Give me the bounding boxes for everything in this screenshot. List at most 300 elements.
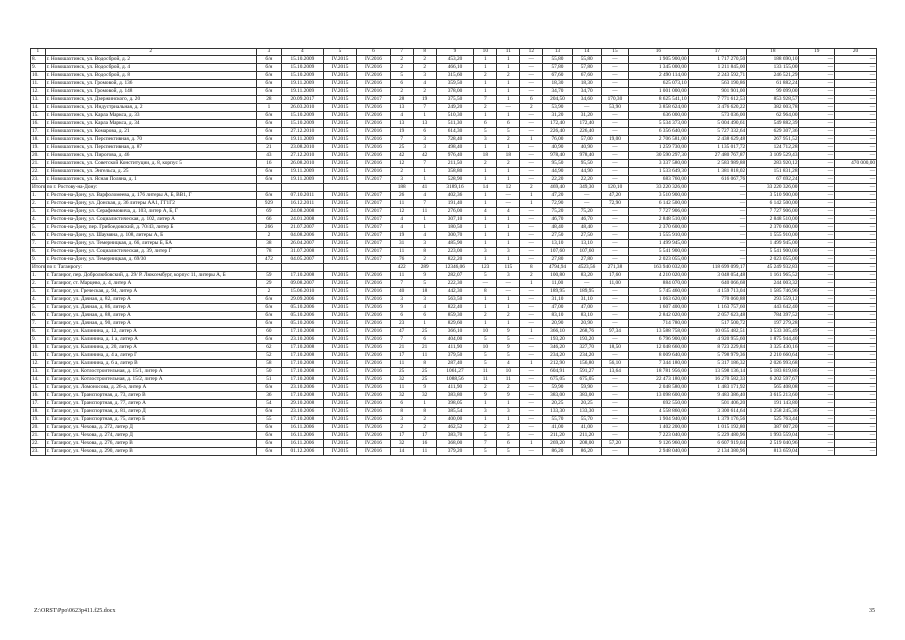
- table-cell: 383,70: [436, 432, 474, 440]
- table-cell: 57,80: [543, 64, 572, 72]
- table-cell: 13 598 136,14: [688, 368, 747, 376]
- table-cell: IV.2015: [323, 296, 356, 304]
- table-cell: 770 060,88: [688, 296, 747, 304]
- table-cell: 1: [497, 168, 520, 176]
- table-cell: 18 781 956,00: [629, 368, 689, 376]
- table-cell: IV.2016: [357, 408, 390, 416]
- table-cell: —: [601, 64, 628, 72]
- table-cell: 1: [497, 256, 520, 264]
- table-row: [31, 336, 877, 344]
- table-row: [31, 376, 877, 384]
- table-cell: —: [601, 168, 628, 176]
- table-cell: 78: [256, 248, 281, 256]
- table-cell: 8: [390, 408, 413, 416]
- table-cell: —: [520, 208, 543, 216]
- table-cell: —: [799, 400, 835, 408]
- table-cell: 563 190,86: [688, 80, 747, 88]
- table-cell: IV.2017: [357, 192, 390, 200]
- table-cell: г. Таганрог, ул. Транспортная, д. 75, литер Б: [45, 416, 256, 424]
- table-cell: 293 559,12: [747, 296, 799, 304]
- table-cell: IV.2016: [357, 376, 390, 384]
- table-cell: 1 905 900,00: [629, 56, 689, 64]
- table-cell: —: [520, 344, 543, 352]
- table-cell: —: [601, 304, 628, 312]
- table-cell: 99 099,00: [747, 88, 799, 96]
- table-cell: б/н: [256, 304, 281, 312]
- table-cell: IV.2015: [323, 192, 356, 200]
- table-cell: 7.: [31, 240, 46, 248]
- table-cell: 27,50: [572, 232, 601, 240]
- table-cell: 25: [413, 368, 436, 376]
- table-cell: —: [520, 112, 543, 120]
- table-cell: 3.: [31, 288, 46, 296]
- table-cell: 683 760,00: [629, 176, 689, 184]
- table-cell: 4794,94: [543, 264, 572, 272]
- table-cell: 234,20: [543, 352, 572, 360]
- table-cell: 5: [474, 448, 497, 456]
- table-row: [31, 80, 877, 88]
- table-cell: 16.: [31, 120, 46, 128]
- table-row: [31, 64, 877, 72]
- table-cell: 34,70: [572, 88, 601, 96]
- table-cell: —: [835, 360, 877, 368]
- table-cell: IV.2016: [357, 64, 390, 72]
- table-cell: г. Таганрог, ул. Котлостроительная, д. 15/1, литер А: [45, 368, 256, 376]
- table-cell: —: [835, 88, 877, 96]
- table-cell: 10: [474, 328, 497, 336]
- table-cell: 8: [474, 288, 497, 296]
- table-cell: 4: [497, 360, 520, 368]
- housing-program-table: [30, 48, 877, 456]
- table-cell: 1: [497, 56, 520, 64]
- table-cell: 1: [520, 328, 543, 336]
- table-cell: 05.10.2006: [281, 312, 323, 320]
- table-cell: —: [799, 128, 835, 136]
- table-cell: 234,20: [572, 352, 601, 360]
- table-cell: 266: [256, 224, 281, 232]
- table-cell: 55: [256, 416, 281, 424]
- table-cell: б/н: [256, 320, 281, 328]
- table-cell: 3: [413, 296, 436, 304]
- table-cell: 25: [390, 144, 413, 152]
- table-cell: 14.: [31, 376, 46, 384]
- table-cell: б/н: [256, 56, 281, 64]
- column-number-cell: 13: [543, 49, 572, 56]
- table-row: [31, 352, 877, 360]
- table-cell: 7 344 180,00: [629, 360, 689, 368]
- table-cell: 107,60: [572, 248, 601, 256]
- table-cell: 2 243 592,71: [688, 72, 747, 80]
- table-cell: 1 875 944,40: [747, 336, 799, 344]
- table-cell: —: [799, 88, 835, 96]
- table-cell: 5: [497, 128, 520, 136]
- table-cell: 27.12.2010: [281, 128, 323, 136]
- column-number-cell: 12: [520, 49, 543, 56]
- table-cell: 16 270 582,33: [688, 376, 747, 384]
- table-cell: г. Таганрог, ул. Калинина, д. 1 а, литер А: [45, 336, 256, 344]
- table-row: [31, 160, 877, 168]
- table-cell: 283 920,12: [747, 160, 799, 168]
- table-cell: [281, 264, 323, 272]
- table-cell: IV.2016: [357, 104, 390, 112]
- table-cell: 1: [474, 144, 497, 152]
- table-cell: 97,34: [601, 328, 628, 336]
- table-cell: IV.2017: [357, 216, 390, 224]
- table-row: [31, 400, 877, 408]
- table-cell: 23.08.2010: [281, 144, 323, 152]
- table-body: [31, 49, 877, 456]
- table-cell: 27,80: [572, 256, 601, 264]
- table-cell: 11: [390, 384, 413, 392]
- table-cell: IV.2016: [357, 128, 390, 136]
- table-cell: —: [520, 176, 543, 184]
- table-cell: 12: [497, 184, 520, 192]
- table-cell: —: [601, 400, 628, 408]
- table-cell: —: [601, 224, 628, 232]
- table-cell: 1 258 245,36: [747, 408, 799, 416]
- table-cell: 13,10: [572, 240, 601, 248]
- table-cell: —: [601, 176, 628, 184]
- table-cell: 400,00: [436, 416, 474, 424]
- table-cell: 3189,16: [436, 184, 474, 192]
- table-cell: 3 858 624,00: [629, 104, 689, 112]
- table-cell: 859,30: [436, 312, 474, 320]
- table-cell: 1 001 000,00: [629, 88, 689, 96]
- table-cell: 1: [413, 400, 436, 408]
- table-cell: б/н: [256, 312, 281, 320]
- table-cell: 3 048 054,48: [688, 272, 747, 280]
- table-cell: г. Таганрог, ул. Чехова, д. 274, литер Д: [45, 432, 256, 440]
- table-cell: —: [835, 352, 877, 360]
- table-cell: —: [799, 112, 835, 120]
- table-cell: 1 555 910,00: [629, 232, 689, 240]
- table-cell: 40,90: [543, 144, 572, 152]
- table-cell: IV.2015: [323, 72, 356, 80]
- table-cell: 3 300 614,64: [688, 408, 747, 416]
- table-cell: —: [688, 192, 747, 200]
- table-cell: 1: [497, 304, 520, 312]
- table-cell: 04.05.2007: [281, 256, 323, 264]
- table-cell: IV.2015: [323, 208, 356, 216]
- table-cell: 1: [497, 400, 520, 408]
- table-cell: 72,90: [543, 200, 572, 208]
- table-cell: 67 692,24: [747, 176, 799, 184]
- table-cell: 24.08.2008: [281, 208, 323, 216]
- table-cell: 1: [474, 304, 497, 312]
- table-cell: 19.: [31, 144, 46, 152]
- table-cell: IV.2017: [357, 256, 390, 264]
- table-cell: 67,60: [572, 72, 601, 80]
- table-cell: 52: [256, 352, 281, 360]
- table-cell: IV.2015: [323, 384, 356, 392]
- table-cell: —: [799, 256, 835, 264]
- table-cell: 5.: [31, 224, 46, 232]
- table-cell: 604,91: [543, 368, 572, 376]
- table-cell: —: [799, 440, 835, 448]
- table-cell: 118 699 099,17: [688, 264, 747, 272]
- table-cell: IV.2015: [323, 320, 356, 328]
- table-cell: IV.2015: [323, 64, 356, 72]
- table-cell: 120,10: [601, 184, 628, 192]
- table-cell: 2 370 600,00: [747, 224, 799, 232]
- table-cell: 5 317 186,32: [688, 360, 747, 368]
- table-cell: 23.10.2006: [281, 336, 323, 344]
- table-cell: 4 558 860,00: [629, 408, 689, 416]
- table-row: [31, 176, 877, 184]
- table-cell: 2 057 623,48: [688, 312, 747, 320]
- table-cell: 9 483 386,40: [688, 392, 747, 400]
- table-cell: 2 519 040,96: [747, 440, 799, 448]
- column-number-cell: 7: [390, 49, 413, 56]
- table-cell: 55,70: [543, 416, 572, 424]
- table-cell: 15.10.2009: [281, 112, 323, 120]
- table-cell: б/н: [256, 432, 281, 440]
- table-row: [31, 288, 877, 296]
- table-cell: 29: [256, 280, 281, 288]
- table-cell: 625 073,10: [629, 80, 689, 88]
- table-cell: 21.07.2007: [281, 224, 323, 232]
- table-cell: —: [688, 256, 747, 264]
- table-cell: 56,10: [601, 360, 628, 368]
- table-cell: 11: [390, 360, 413, 368]
- table-cell: —: [799, 432, 835, 440]
- table-cell: 1: [474, 320, 497, 328]
- table-cell: 276,00: [436, 208, 474, 216]
- table-cell: 2 048 580,00: [629, 384, 689, 392]
- table-cell: 1088,56: [436, 376, 474, 384]
- table-cell: —: [799, 288, 835, 296]
- table-cell: —: [601, 80, 628, 88]
- table-cell: 5: [474, 128, 497, 136]
- table-row: [31, 416, 877, 424]
- table-cell: 822,20: [436, 256, 474, 264]
- table-cell: 76: [390, 256, 413, 264]
- table-cell: 4.: [31, 296, 46, 304]
- table-cell: 17: [390, 352, 413, 360]
- table-cell: —: [601, 256, 628, 264]
- table-cell: 1.: [31, 272, 46, 280]
- table-cell: 19.11.2009: [281, 136, 323, 144]
- table-cell: 1: [497, 144, 520, 152]
- table-cell: 3 109 529,43: [747, 152, 799, 160]
- table-cell: 211,20: [543, 432, 572, 440]
- table-cell: —: [799, 336, 835, 344]
- table-cell: —: [799, 424, 835, 432]
- table-cell: —: [799, 416, 835, 424]
- table-cell: 2: [497, 160, 520, 168]
- table-row: [31, 320, 877, 328]
- table-cell: 31,20: [572, 112, 601, 120]
- table-cell: 42: [413, 152, 436, 160]
- table-cell: —: [799, 368, 835, 376]
- table-cell: 1: [520, 440, 543, 448]
- table-cell: 123: [474, 264, 497, 272]
- table-cell: 268,76: [572, 328, 601, 336]
- table-cell: —: [835, 376, 877, 384]
- column-number-cell: 16: [629, 49, 689, 56]
- table-cell: IV.2015: [323, 120, 356, 128]
- table-cell: 813 659,04: [747, 448, 799, 456]
- table-cell: —: [497, 280, 520, 288]
- table-cell: 45 249 932,83: [747, 264, 799, 272]
- table-cell: б/н: [256, 120, 281, 128]
- table-cell: 6: [474, 120, 497, 128]
- subtotal-label: Итого по г. Таганрогу:: [32, 263, 83, 270]
- table-cell: 17.10.2008: [281, 352, 323, 360]
- table-row: [31, 56, 877, 64]
- table-cell: 53,90: [601, 104, 628, 112]
- table-cell: г. Таганрог, ул. Транспортная, д. 77, литер А: [45, 400, 256, 408]
- table-cell: IV.2015: [323, 152, 356, 160]
- table-cell: —: [835, 272, 877, 280]
- table-cell: 188 690,10: [747, 56, 799, 64]
- table-cell: 2: [497, 312, 520, 320]
- table-cell: 1: [474, 192, 497, 200]
- table-cell: 1: [520, 280, 543, 288]
- table-cell: 6 356 640,00: [629, 128, 689, 136]
- table-cell: 1 135 017,72: [688, 144, 747, 152]
- table-cell: 2: [474, 104, 497, 112]
- table-cell: 5: [474, 272, 497, 280]
- table-cell: —: [520, 448, 543, 456]
- table-cell: —: [520, 384, 543, 392]
- table-cell: —: [835, 104, 877, 112]
- table-cell: 1 379 176,56: [688, 416, 747, 424]
- table-cell: 51: [256, 376, 281, 384]
- table-cell: —: [835, 344, 877, 352]
- table-cell: 8.: [31, 328, 46, 336]
- table-cell: 1: [497, 80, 520, 88]
- table-cell: IV.2015: [323, 232, 356, 240]
- table-cell: —: [799, 64, 835, 72]
- table-cell: 470 000,00: [835, 160, 877, 168]
- table-cell: 1: [474, 88, 497, 96]
- table-cell: —: [520, 216, 543, 224]
- table-cell: 170,30: [601, 96, 628, 104]
- table-cell: 3 510 900,00: [629, 192, 689, 200]
- table-cell: IV.2015: [323, 104, 356, 112]
- table-cell: IV.2015: [323, 272, 356, 280]
- table-cell: 629 307,36: [747, 128, 799, 136]
- table-cell: —: [799, 96, 835, 104]
- table-cell: 11: [413, 448, 436, 456]
- table-cell: —: [601, 424, 628, 432]
- table-cell: 6: [413, 128, 436, 136]
- table-cell: 7: [390, 136, 413, 144]
- table-cell: г. Новошахтинск, ул. Водосброй, д. 4: [45, 64, 256, 72]
- table-cell: 5 745 460,00: [629, 288, 689, 296]
- table-cell: 17.10.2008: [281, 416, 323, 424]
- table-cell: 04.08.2006: [281, 232, 323, 240]
- table-cell: 5: [497, 352, 520, 360]
- table-cell: 6 607 919,04: [688, 440, 747, 448]
- table-cell: —: [835, 368, 877, 376]
- table-cell: —: [799, 352, 835, 360]
- table-cell: IV.2015: [323, 248, 356, 256]
- table-cell: 1: [474, 176, 497, 184]
- table-cell: —: [601, 376, 628, 384]
- table-cell: —: [520, 288, 543, 296]
- table-cell: 2: [474, 312, 497, 320]
- table-cell: 13,64: [601, 368, 628, 376]
- table-cell: 3: [497, 248, 520, 256]
- table-cell: б/н: [256, 176, 281, 184]
- table-cell: 17.10.2008: [281, 272, 323, 280]
- table-cell: 7 223 040,00: [629, 432, 689, 440]
- table-cell: —: [799, 392, 835, 400]
- table-cell: 32: [413, 392, 436, 400]
- table-cell: 300,70: [436, 232, 474, 240]
- column-number-cell: 2: [45, 49, 256, 56]
- table-cell: —: [601, 320, 628, 328]
- table-cell: 1: [497, 64, 520, 72]
- table-row: [31, 200, 877, 208]
- table-cell: 1: [497, 176, 520, 184]
- table-cell: 47,20: [601, 192, 628, 200]
- table-cell: —: [601, 128, 628, 136]
- table-cell: 29.09.2006: [281, 296, 323, 304]
- table-cell: 25: [413, 376, 436, 384]
- column-number-cell: 1: [31, 49, 46, 56]
- table-cell: 3 533 305,49: [747, 328, 799, 336]
- table-cell: 383,80: [436, 392, 474, 400]
- table-cell: 172,40: [543, 120, 572, 128]
- table-cell: IV.2016: [357, 296, 390, 304]
- table-cell: 978,40: [572, 152, 601, 160]
- table-cell: 1: [474, 216, 497, 224]
- table-cell: 31.07.2008: [281, 248, 323, 256]
- table-cell: 36: [256, 392, 281, 400]
- table-row: [31, 168, 877, 176]
- table-cell: 3: [474, 248, 497, 256]
- table-cell: г. Новошахтинск, ул. Водосброй, д. 8: [45, 72, 256, 80]
- table-cell: г. Таганрог, ул. Дачная, д. 88, литер А: [45, 312, 256, 320]
- table-cell: —: [520, 72, 543, 80]
- table-cell: г. Таганрог, пер. Добролюбовский, д. 29/ Р. Люксембург, корпус 11, литеры А, Б: [45, 272, 256, 280]
- table-cell: —: [520, 152, 543, 160]
- table-row: [31, 96, 877, 104]
- table-cell: 17.10.2008: [281, 344, 323, 352]
- table-cell: 9 126 960,00: [629, 440, 689, 448]
- table-cell: 1 381 818,02: [688, 168, 747, 176]
- table-cell: —: [601, 216, 628, 224]
- table-row: [31, 272, 877, 280]
- table-cell: 1: [474, 224, 497, 232]
- table-cell: 5.: [31, 304, 46, 312]
- table-cell: —: [835, 224, 877, 232]
- table-cell: 133,30: [572, 408, 601, 416]
- table-cell: —: [835, 80, 877, 88]
- table-cell: 675,05: [572, 376, 601, 384]
- table-cell: IV.2016: [357, 168, 390, 176]
- table-cell: 402,36: [436, 192, 474, 200]
- table-cell: —: [520, 296, 543, 304]
- table-cell: 13: [390, 104, 413, 112]
- table-cell: 1 483 171,92: [688, 384, 747, 392]
- table-cell: —: [688, 216, 747, 224]
- table-cell: 31,10: [543, 296, 572, 304]
- table-cell: IV.2015: [323, 240, 356, 248]
- table-cell: —: [520, 64, 543, 72]
- table-cell: г. Ростов-на-Дону, ул. Социалистическая, д. 39, литер Г: [45, 248, 256, 256]
- table-cell: IV.2015: [323, 128, 356, 136]
- table-cell: 07.10.2011: [281, 192, 323, 200]
- table-cell: 368,00: [436, 440, 474, 448]
- table-cell: 86,20: [572, 448, 601, 456]
- table-cell: IV.2016: [357, 384, 390, 392]
- table-cell: 3 325 430,16: [747, 344, 799, 352]
- table-cell: 2 023 055,00: [629, 256, 689, 264]
